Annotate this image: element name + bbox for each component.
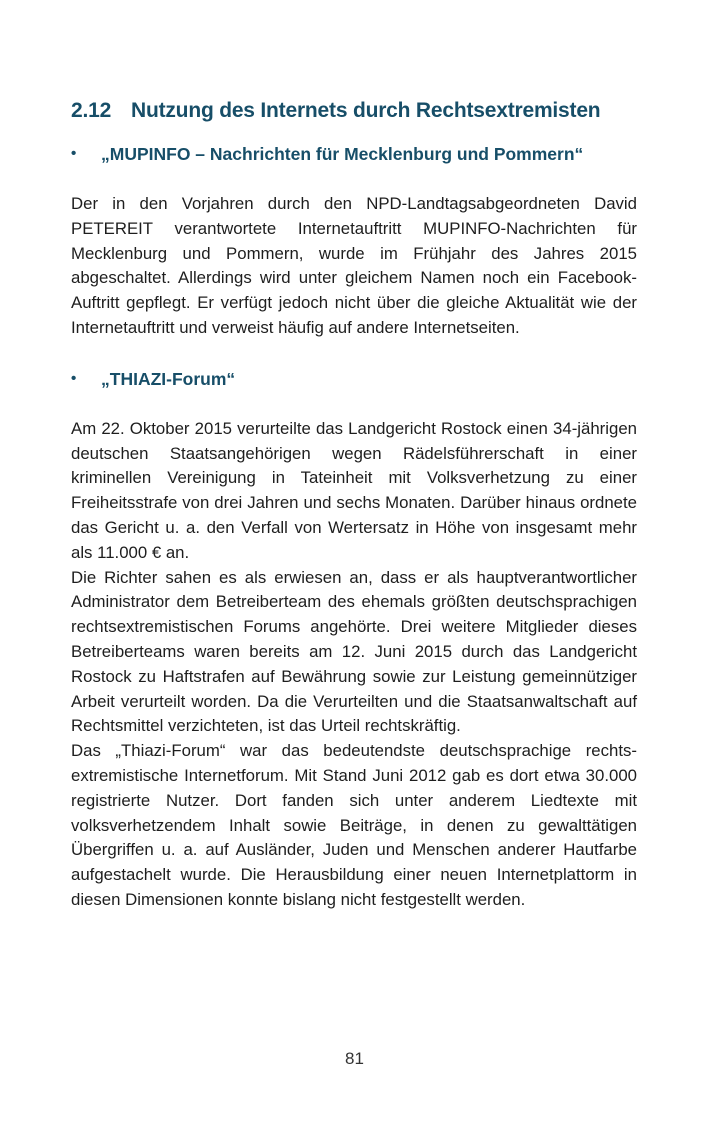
subsection-title: „THIAZI-Forum“ — [101, 368, 236, 389]
paragraph-thiazi-verdict: Am 22. Oktober 2015 verurteilte das Landgericht Rostock einen 34-jährigen deutschen Staatsangehörigen wegen Rädelsführerschaft in einer kriminellen Vereinigung in Tateinheit mit Volksverhetzung zu einer Freiheitsstrafe von drei Jahren und sechs Monaten. Darüber hinaus ordnete das Gericht u. a. den Verfall von Wertersatz in Höhe von insgesamt mehr als 11.000 € an. — [71, 418, 637, 562]
subsection-heading-thiazi — [71, 367, 637, 391]
paragraph-mupinfo: Der in den Vorjahren durch den NPD-Landtagsabgeordneten David PETEREIT verantwortete Internetauftritt MUPINFO-Nachrichten für Mecklenburg und Pommern, wurde im Frühjahr des Jahres 2015 abgeschaltet. Allerdings wird unter gleichem Namen noch ein Facebook-Auftritt gepflegt. Er verfügt jedoch nicht über die gleiche Aktualität wie der Internetauftritt und verweist häufig auf andere Internetseiten. — [71, 194, 637, 337]
bullet-icon: • — [71, 369, 77, 387]
subsection-title: „MUPINFO – Nachrichten für Mecklenburg und Pommern“ — [101, 144, 584, 164]
section-heading — [71, 96, 637, 126]
subsection-heading-mupinfo — [71, 142, 637, 166]
paragraph-thiazi-forum: Das „Thiazi-Forum“ war das bedeutendste deutschsprachige rechtsextremistische Internetforum. Mit Stand Juni 2012 gab es dort etwa 30.000 registrierte Nutzer. Dort fanden sich unter anderem Liedtexte mit volksverhetzendem Inhalt sowie Beiträge, in denen zu gewalttätigen Übergriffen u. a. auf Ausländer, Juden und Menschen anderer Hautfarbe aufgestachelt wurde. Die Herausbildung einer neuen Internetplattorm in diesen Dimensionen konnte bislang nicht festgestellt werden. — [71, 741, 637, 909]
section-title: Nutzung des Internets durch Rechtsextremisten — [131, 99, 601, 122]
bullet-icon: • — [71, 145, 77, 162]
page-content — [71, 96, 637, 913]
page-number: 81 — [345, 1049, 364, 1068]
section-number: 2.12 — [71, 99, 112, 122]
paragraph-thiazi-judges: Die Richter sahen es als erwiesen an, dass er als hauptverantwortlicher Administrator dem Betreiberteam des ehemals größten deutschsprachigen rechtsextremistischen Forums angehörte. Drei weitere Mitglieder dieses Betreiberteams waren bereits am 12. Juni 2015 durch das Landgericht Rostock zu Haftstrafen auf Bewährung sowie zur Leistung gemeinnütziger Arbeit verurteilt worden. Da die Verurteilten und die Staatsanwaltschaft auf Rechtsmittel verzichteten, ist das Urteil rechtskräftig. — [71, 567, 637, 736]
